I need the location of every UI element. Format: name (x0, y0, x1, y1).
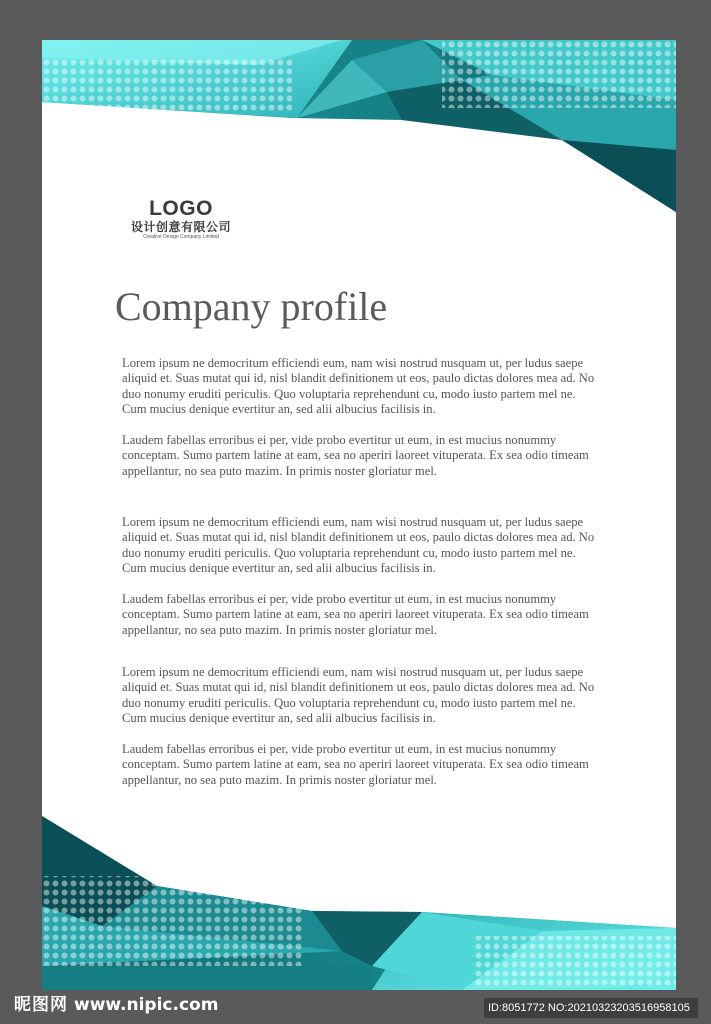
page-title: Company profile (115, 284, 388, 329)
bottom-polygon-decoration (42, 816, 676, 990)
body-paragraph: Laudem fabellas erroribus ei per, vide probo evertitur ut eum, in est mucius nonummy conceptam. Sumo partem latine at eam, sea no aperiri laoreet vituperata. Ex sea odio timeam appellantur, no sea puto mazim. In primis noster gloriatur mel. (122, 742, 589, 787)
watermark-site-name: 昵图网 (14, 995, 68, 1015)
body-paragraph: Laudem fabellas erroribus ei per, vide probo evertitur ut eum, in est mucius nonummy conceptam. Sumo partem latine at eam, sea no aperiri laoreet vituperata. Ex sea odio timeam appellantur, no sea puto mazim. In primis noster gloriatur mel. (122, 592, 589, 637)
watermark-id-label: ID:8051772 NO:20210323203516958105 (484, 998, 698, 1018)
body-paragraph: Lorem ipsum ne democritum efficiendi eum, nam wisi nostrud nusquam ut, per ludus saepe aliquid et. Suas mutat qui id, nisl blandit definitionem ut eos, paulo dictas dolores mea ad. No duo nonumy eruditi periculis. Quo voluptaria reprehendunt cu, modo iusto partem mel ne. Cum mucius denique evertitur an, sed alii albucius facilisis in. (122, 356, 595, 417)
letterhead-page (42, 40, 676, 990)
logo-english-name: Creative Design Company Limited (143, 234, 219, 240)
body-paragraph: Laudem fabellas erroribus ei per, vide probo evertitur ut eum, in est mucius nonummy conceptam. Sumo partem latine at eam, sea no aperiri laoreet vituperata. Ex sea odio timeam appellantur, no sea puto mazim. In primis noster gloriatur mel. (122, 433, 589, 478)
logo-chinese-name: 设计创意有限公司 (130, 220, 231, 234)
body-paragraph: Lorem ipsum ne democritum efficiendi eum, nam wisi nostrud nusquam ut, per ludus saepe aliquid et. Suas mutat qui id, nisl blandit definitionem ut eos, paulo dictas dolores mea ad. No duo nonumy eruditi periculis. Quo voluptaria reprehendunt cu, modo iusto partem mel ne. Cum mucius denique evertitur an, sed alii albucius facilisis in. (122, 665, 595, 726)
watermark-site-url: www.nipic.com (74, 995, 219, 1015)
company-logo (120, 198, 242, 241)
logo-title: LOGO (149, 197, 213, 220)
top-polygon-decoration (42, 40, 676, 215)
body-paragraph: Lorem ipsum ne democritum efficiendi eum, nam wisi nostrud nusquam ut, per ludus saepe aliquid et. Suas mutat qui id, nisl blandit definitionem ut eos, paulo dictas dolores mea ad. No duo nonumy eruditi periculis. Quo voluptaria reprehendunt cu, modo iusto partem mel ne. Cum mucius denique evertitur an, sed alii albucius facilisis in. (122, 515, 595, 576)
watermark-site-logo (14, 995, 218, 1015)
